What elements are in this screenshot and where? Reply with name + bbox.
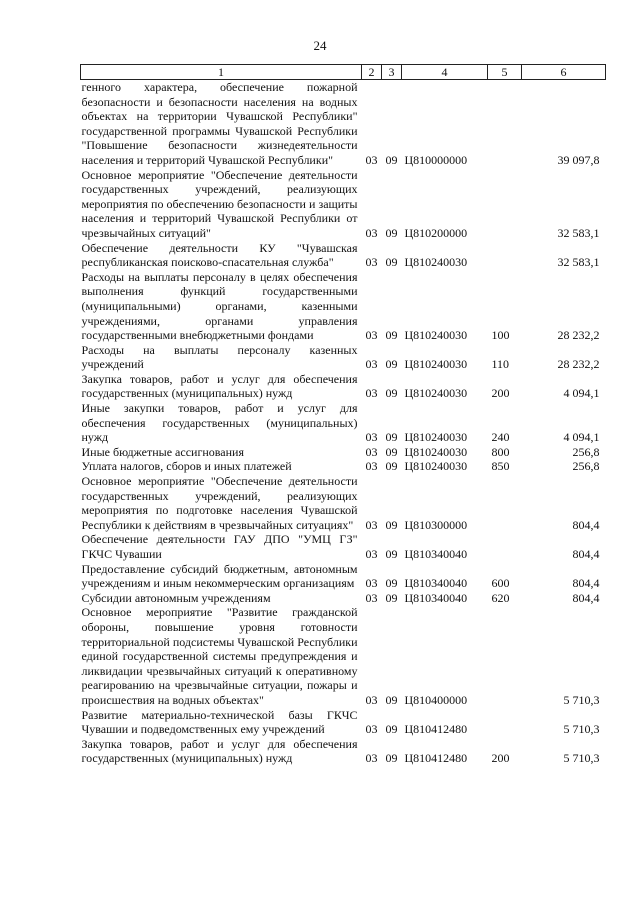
row-subsection: 09 (385, 225, 398, 240)
row-expense-type: 240 (491, 430, 510, 445)
row-expense-type (488, 605, 522, 707)
row-section: 03 (365, 459, 378, 474)
table-row (81, 474, 606, 532)
row-name: Закупка товаров, работ и услуг для обеспечения государственных (муниципальных) нужд (81, 736, 358, 766)
row-name: Расходы на выплаты персоналу казенных учреждений (81, 342, 358, 372)
row-target-article: Ц810240030 (404, 328, 468, 343)
row-section: 03 (365, 722, 378, 737)
table-row (81, 401, 606, 445)
row-subsection: 09 (385, 255, 398, 270)
row-subsection: 09 (385, 722, 398, 737)
row-section: 03 (365, 751, 378, 766)
table-row (81, 459, 606, 474)
row-subsection: 09 (385, 692, 398, 707)
row-amount: 28 232,2 (557, 357, 600, 372)
table-row (81, 168, 606, 241)
column-header-1: 1 (81, 65, 362, 80)
row-target-article: Ц810300000 (404, 517, 468, 532)
table-row (81, 708, 606, 737)
row-target-article: Ц810240030 (404, 444, 468, 459)
row-expense-type: 850 (491, 459, 510, 474)
row-target-article: Ц810340040 (404, 590, 468, 605)
row-expense-type: 200 (491, 751, 510, 766)
row-section: 03 (365, 357, 378, 372)
column-header-2: 2 (362, 65, 382, 80)
row-name: Расходы на выплаты персоналу в целях обеспечения выполнения функций государственными (муниципальными) органами, казенными учреждениями, органами управления государственными внебюджетными фондами (81, 269, 358, 343)
row-subsection: 09 (385, 328, 398, 343)
row-section: 03 (365, 152, 378, 167)
row-expense-type: 100 (491, 328, 510, 343)
table-row (81, 591, 606, 606)
column-header-4: 4 (402, 65, 488, 80)
row-name: Предоставление субсидий бюджетным, автономным учреждениям и иным некоммерческим организациям (81, 561, 358, 591)
row-expense-type (488, 168, 522, 241)
table-row (81, 737, 606, 766)
row-name: генного характера, обеспечение пожарной безопасности и безопасности населения на водных объектах на территории Чувашской Республики" государственной программы Чувашской Республики "Повышение безопасности жизнедеятельности населения и территорий Чувашской Республики" (81, 80, 358, 167)
row-section: 03 (365, 386, 378, 401)
row-subsection: 09 (385, 547, 398, 561)
row-section: 03 (365, 255, 378, 270)
row-amount: 4 094,1 (563, 386, 600, 401)
row-target-article: Ц810240030 (404, 357, 468, 372)
table-row (81, 241, 606, 270)
row-amount: 804,4 (572, 590, 600, 605)
row-amount: 32 583,1 (557, 255, 600, 270)
row-subsection: 09 (385, 444, 398, 459)
row-subsection: 09 (385, 459, 398, 474)
row-target-article: Ц810000000 (404, 152, 468, 167)
row-section: 03 (365, 225, 378, 240)
row-amount: 804,4 (572, 517, 600, 532)
row-name: Обеспечение деятельности КУ "Чувашская республиканская поисково-спасательная служба" (81, 240, 358, 270)
row-name: Закупка товаров, работ и услуг для обеспечения государственных (муниципальных) нужд (81, 371, 358, 401)
row-target-article: Ц810240030 (404, 255, 468, 270)
row-section: 03 (365, 547, 378, 561)
row-expense-type: 200 (491, 386, 510, 401)
row-name: Уплата налогов, сборов и иных платежей (81, 459, 292, 474)
row-name: Иные бюджетные ассигнования (81, 444, 244, 459)
row-target-article: Ц810340040 (404, 547, 468, 561)
table-row (81, 270, 606, 343)
row-amount: 256,8 (572, 459, 600, 474)
row-expense-type (488, 474, 522, 532)
row-expense-type (488, 532, 522, 561)
row-subsection: 09 (385, 430, 398, 445)
row-subsection: 09 (385, 357, 398, 372)
budget-table (80, 64, 606, 766)
row-name: Основное мероприятие "Обеспечение деятельности государственных учреждений, реализующих мероприятия по подготовке населения Чувашской Республики к действиям в чрезвычайных ситуациях" (81, 474, 358, 532)
table-row (81, 562, 606, 591)
row-amount: 804,4 (572, 547, 600, 561)
row-target-article: Ц810240030 (404, 386, 468, 401)
row-target-article: Ц810340040 (404, 576, 468, 591)
row-amount: 256,8 (572, 444, 600, 459)
row-name: Основное мероприятие "Обеспечение деятельности государственных учреждений, реализующих мероприятия по обеспечению безопасности и защиты населения и территорий Чувашской Республики от чрезвычайных ситуаций" (81, 167, 358, 240)
row-expense-type (488, 80, 522, 168)
row-name: Иные закупки товаров, работ и услуг для обеспечения государственных (муниципальных) нужд (81, 401, 358, 445)
row-expense-type (488, 241, 522, 270)
column-header-3: 3 (382, 65, 402, 80)
row-expense-type: 600 (491, 576, 510, 591)
row-name: Обеспечение деятельности ГАУ ДПО "УМЦ ГЗ" ГКЧС Чувашии (81, 532, 358, 561)
row-section: 03 (365, 430, 378, 445)
row-target-article: Ц810400000 (404, 692, 468, 707)
row-amount: 39 097,8 (557, 152, 600, 167)
row-target-article: Ц810240030 (404, 430, 468, 445)
row-subsection: 09 (385, 152, 398, 167)
row-section: 03 (365, 444, 378, 459)
row-amount: 5 710,3 (563, 722, 600, 737)
table-row (81, 372, 606, 401)
table-row (81, 445, 606, 460)
row-expense-type: 110 (491, 357, 510, 372)
row-target-article: Ц810200000 (404, 225, 468, 240)
row-name: Субсидии автономным учреждениям (81, 590, 271, 605)
column-header-6: 6 (522, 65, 606, 80)
row-amount: 4 094,1 (563, 430, 600, 445)
row-target-article: Ц810412480 (404, 722, 468, 737)
row-amount: 5 710,3 (563, 692, 600, 707)
row-expense-type: 800 (491, 444, 510, 459)
row-subsection: 09 (385, 590, 398, 605)
row-subsection: 09 (385, 517, 398, 532)
table-header-row (81, 65, 606, 80)
table-row (81, 605, 606, 707)
row-amount: 28 232,2 (557, 328, 600, 343)
row-section: 03 (365, 328, 378, 343)
table-row (81, 80, 606, 168)
table-row (81, 343, 606, 372)
row-section: 03 (365, 576, 378, 591)
row-subsection: 09 (385, 576, 398, 591)
row-name: Развитие материально-технической базы ГКЧС Чувашии и подведомственных ему учреждений (81, 707, 358, 737)
row-subsection: 09 (385, 386, 398, 401)
table-row (81, 532, 606, 561)
row-section: 03 (365, 517, 378, 532)
row-section: 03 (365, 590, 378, 605)
row-name: Основное мероприятие "Развитие гражданской обороны, повышение уровня готовности территориальной подсистемы Чувашской Республики единой государственной системы предупреждения и ликвидации чрезвычайных ситуаций к оперативному реагированию на чрезвычайные ситуации, пожары и происшествия на водных объектах" (81, 605, 358, 707)
column-header-5: 5 (488, 65, 522, 80)
row-target-article: Ц810412480 (404, 751, 468, 766)
row-section: 03 (365, 692, 378, 707)
row-amount: 5 710,3 (563, 751, 600, 766)
row-amount: 804,4 (572, 576, 600, 591)
page-number: 24 (313, 38, 327, 53)
table-body (81, 80, 606, 766)
row-expense-type (488, 708, 522, 737)
row-subsection: 09 (385, 751, 398, 766)
row-expense-type: 620 (491, 590, 510, 605)
row-target-article: Ц810240030 (404, 459, 468, 474)
row-amount: 32 583,1 (557, 225, 600, 240)
